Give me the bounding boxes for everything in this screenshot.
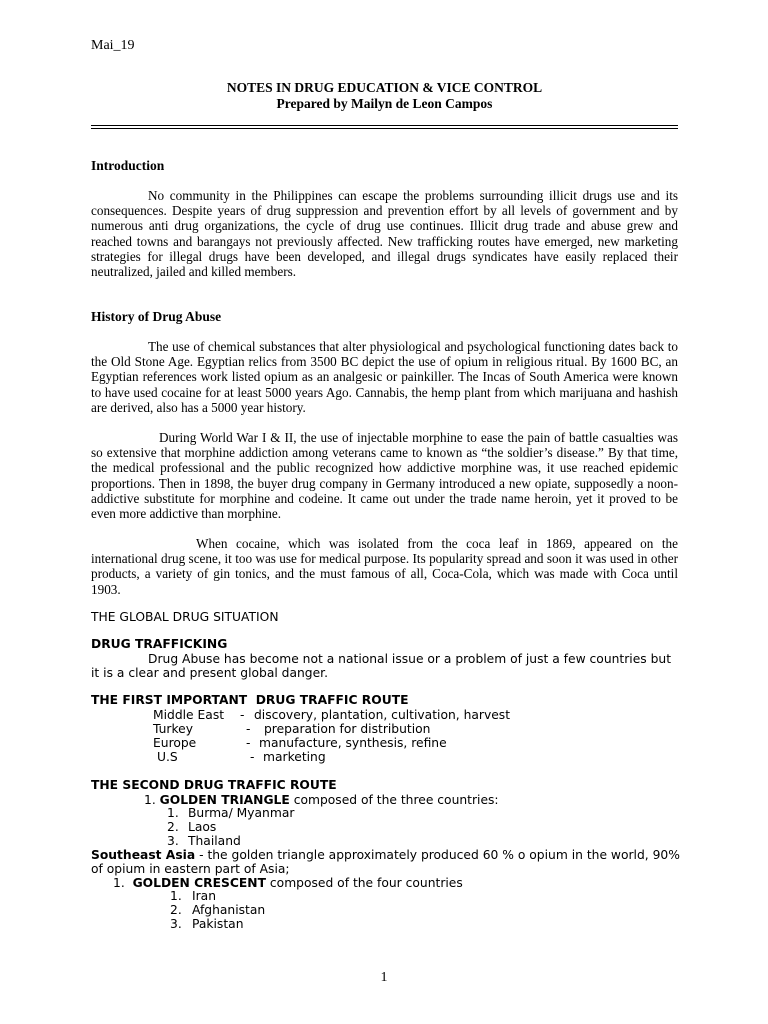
history-paragraph-3: When cocaine, which was isolated from the coca leaf in 1869, appeared on the international drug scene, it too was use for medical purpose. Its popularity spread and soon it was used in other products, a variety of gin tonics, and the must famous of all, Coca-Cola, which was made with Coca until 1903.: [91, 536, 678, 597]
route-place: Middle East: [153, 708, 225, 722]
page-number: 1: [380, 970, 388, 985]
introduction-heading: Introduction: [91, 158, 165, 173]
route-activity: marketing: [263, 750, 326, 764]
golden-triangle-desc: composed of the three countries:: [293, 793, 499, 807]
drug-trafficking-text: Drug Abuse has become not a national issue or a problem of just a few countries but it is a clear and present global danger.: [91, 652, 672, 680]
route-dash: -: [250, 750, 255, 764]
golden-crescent-label: GOLDEN CRESCENT: [132, 876, 266, 890]
route-place: Turkey: [153, 722, 194, 736]
crescent-country: Pakistan: [192, 917, 244, 931]
route-activity: manufacture, synthesis, refine: [259, 736, 447, 750]
history-heading: History of Drug Abuse: [91, 309, 222, 324]
history-paragraph-2: During World War I & II, the use of injectable morphine to ease the pain of battle casualties was so extensive that morphine addiction among veterans came to known as “the soldier’s disease.” By that time, the medical professional and the public recognized how addictive morphine was, it use reached epidemic proportions. Then in 1898, the buyer drug company in Germany introduced a new opiate, supposedly a noon-addictive substitute for morphine and codeine. It came out under the trade name heroin, yet it proved to be even more addictive than morphine.: [91, 430, 678, 522]
title-rule-top: [91, 125, 678, 126]
title-rule-bottom: [91, 128, 678, 129]
golden-triangle-item: [144, 793, 499, 807]
route-dash: -: [240, 708, 245, 722]
route-place: U.S: [157, 750, 178, 764]
golden-crescent-desc: composed of the four countries: [269, 876, 463, 890]
list-number: 2.: [170, 903, 182, 917]
drug-trafficking-heading: DRUG TRAFFICKING: [91, 637, 228, 651]
southeast-asia-note: [91, 848, 691, 876]
document-title: NOTES IN DRUG EDUCATION & VICE CONTROL: [226, 80, 543, 95]
document-subtitle: Prepared by Mailyn de Leon Campos: [276, 96, 493, 111]
route-dash: -: [246, 736, 251, 750]
second-route-heading: THE SECOND DRUG TRAFFIC ROUTE: [91, 778, 337, 792]
history-paragraph-1: The use of chemical substances that alter physiological and psychological functioning dates back to the Old Stone Age. Egyptian relics from 3500 BC depict the use of opium in religious ritual. By 1600 BC, an Egyptian references work listed opium as an analgesic or painkiller. The Incas of South America were known to have used cocaine for at least 5000 years Ago. Cannabis, the hemp plant from which marijuana and hashish are derived, also has a 5000 year history.: [91, 339, 678, 415]
list-number: 3.: [170, 917, 182, 931]
document-tag: Mai_19: [91, 38, 135, 53]
route-place: Europe: [153, 736, 197, 750]
southeast-asia-label: Southeast Asia: [91, 848, 196, 862]
triangle-country: Laos: [188, 820, 217, 834]
triangle-country: Burma/ Myanmar: [188, 806, 295, 820]
list-number: 2.: [167, 820, 179, 834]
list-number: 3.: [167, 834, 179, 848]
golden-crescent-item: [113, 876, 463, 890]
crescent-country: Iran: [192, 889, 217, 903]
route-activity: preparation for distribution: [264, 722, 431, 736]
triangle-country: Thailand: [188, 834, 241, 848]
first-route-heading: THE FIRST IMPORTANT DRUG TRAFFIC ROUTE: [91, 693, 409, 707]
global-situation-heading: THE GLOBAL DRUG SITUATION: [91, 610, 279, 624]
southeast-asia-text: - the golden triangle approximately produced 60 % o opium in the world, 90% of opium in eastern part of Asia;: [91, 848, 680, 876]
introduction-paragraph: No community in the Philippines can escape the problems surrounding illicit drugs use and its consequences. Despite years of drug suppression and prevention effort by all levels of government and by numerous anti drug organizations, the cycle of drug use continues. Illicit drug trade and abuse grew and reached towns and barangays not previously affected. New trafficking routes have emerged, new marketing strategies for illegal drugs have been developed, and illegal drugs syndicates have easily replaced their neutralized, jailed and killed members.: [91, 188, 678, 280]
route-activity: discovery, plantation, cultivation, harvest: [254, 708, 511, 722]
crescent-country: Afghanistan: [192, 903, 266, 917]
route-dash: -: [246, 722, 251, 736]
list-number: 1.: [113, 876, 125, 890]
list-number: 1.: [170, 889, 182, 903]
list-number: 1.: [144, 793, 156, 807]
list-number: 1.: [167, 806, 179, 820]
golden-triangle-label: GOLDEN TRIANGLE: [159, 793, 290, 807]
